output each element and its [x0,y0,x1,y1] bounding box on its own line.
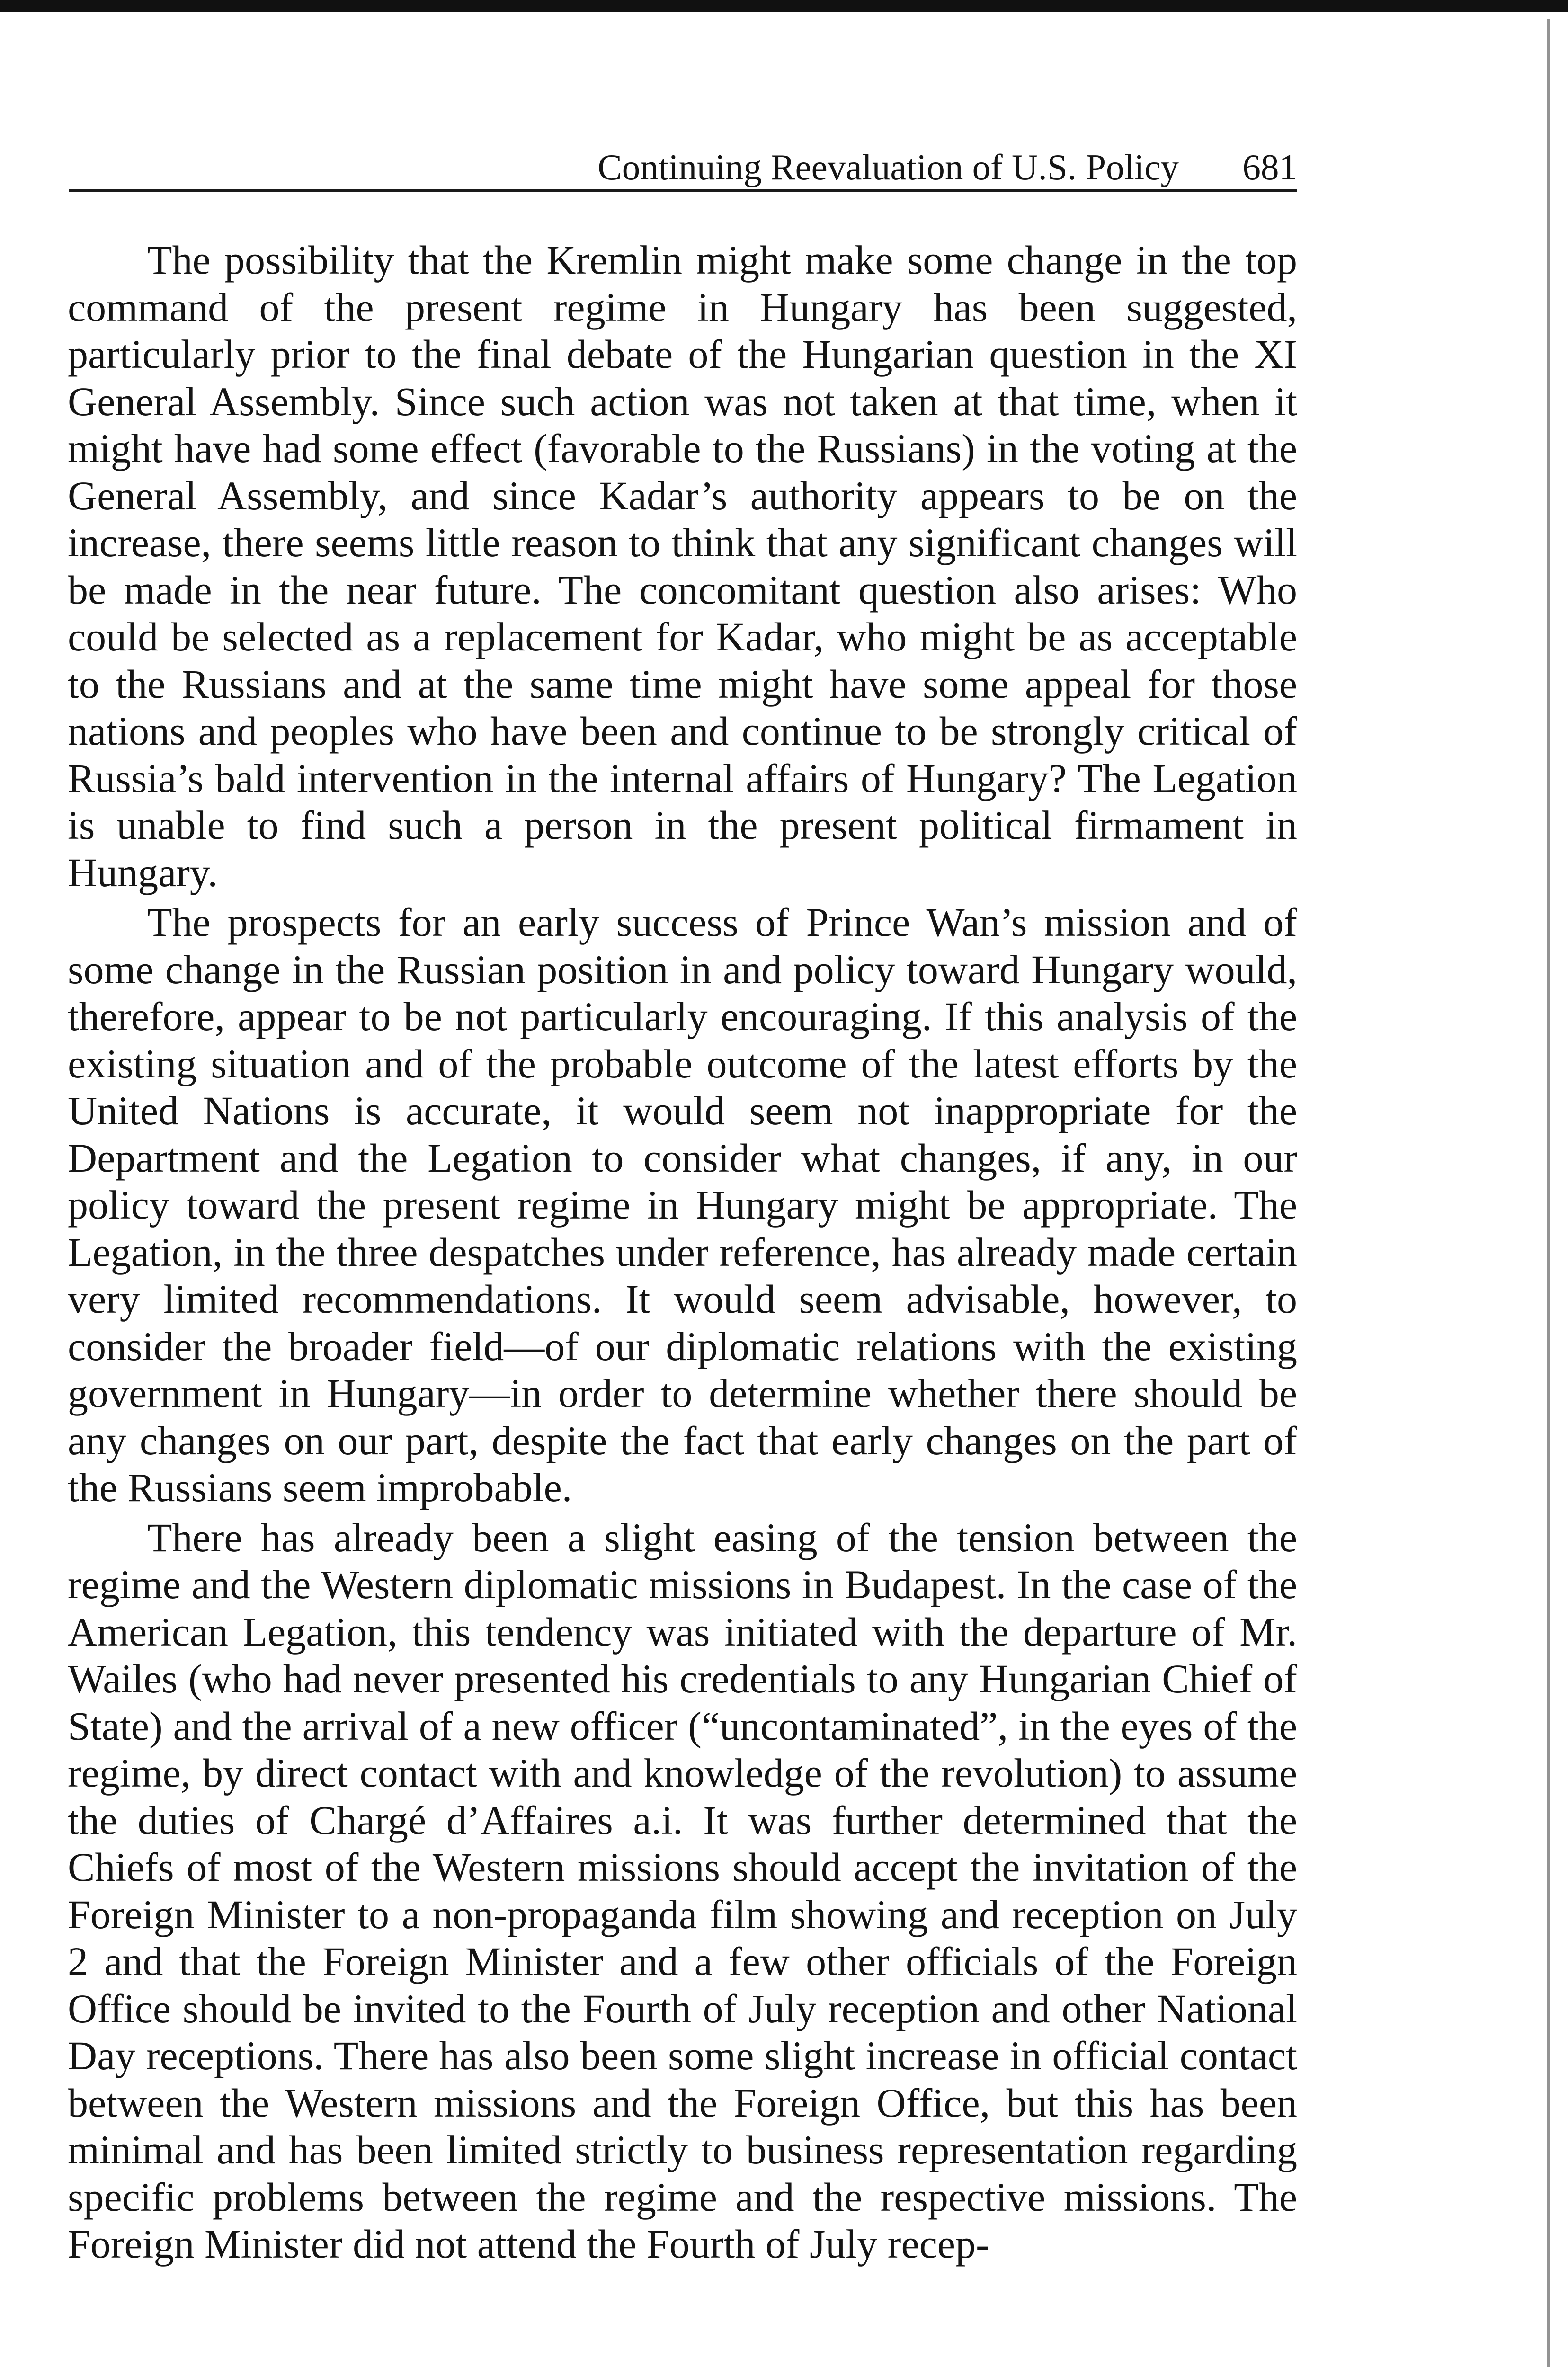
top-border [0,0,1568,12]
page-number: 681 [1242,147,1297,187]
body-text [68,237,1297,2271]
paragraph-2: The prospects for an early success of Prince Wan’s mission and of some change in the Russian position in and policy toward Hungary would, therefore, appear to be not particularly encouraging. If this analysis of the existing situation and of the probable outcome of the latest efforts by the United Nations is accurate, it would seem not inappropriate for the Department and the Legation to consider what changes, if any, in our policy toward the present regime in Hungary might be appropriate. The Legation, in the three despatches under reference, has already made certain very limited recommendations. It would seem advisable, however, to consider the broader field—of our diplomatic relations with the existing government in Hungary—in order to determine whether there should be any changes on our part, despite the fact that early changes on the part of the Russians seem improbable. [68,899,1297,1510]
running-head [69,137,1297,192]
paragraph-3: There has already been a slight easing of the tension between the regime and the Western diplomatic missions in Budapest. In the case of the American Legation, this tendency was initiated with the departure of Mr. Wailes (who had never presented his credentials to any Hungarian Chief of State) and the arrival of a new officer (“uncontaminated”, in the eyes of the regime, by direct contact with and knowledge of the revolution) to assume the duties of Chargé d’Affaires a.i. It was further determined that the Chiefs of most of the Western missions should accept the invitation of the Foreign Minister to a non-propaganda film showing and reception on July 2 and that the Foreign Minister and a few other officials of the Foreign Office should be invited to the Fourth of July reception and other National Day receptions. There has also been some slight increase in official contact between the Western missions and the Foreign Office, but this has been minimal and has been limited strictly to business representation regarding specific problems between the regime and the respective missions. The Foreign Minister did not attend the Fourth of July recep- [68,1514,1297,2267]
running-head-title: Continuing Reevaluation of U.S. Policy [597,147,1179,187]
page-edge-shadow [1547,19,1550,2367]
paragraph-1: The possibility that the Kremlin might make some change in the top command of the present regime in Hungary has been suggested, particularly prior to the final debate of the Hungarian question in the XI General Assembly. Since such action was not taken at that time, when it might have had some effect (favorable to the Russians) in the voting at the General Assembly, and since Kadar’s authority appears to be on the increase, there seems little reason to think that any significant changes will be made in the near future. The concomitant question also arises: Who could be selected as a replacement for Kadar, who might be as acceptable to the Russians and at the same time might have some appeal for those nations and peoples who have been and continue to be strongly critical of Russia’s bald intervention in the internal affairs of Hungary? The Legation is unable to find such a person in the present political firmament in Hungary. [68,237,1297,895]
